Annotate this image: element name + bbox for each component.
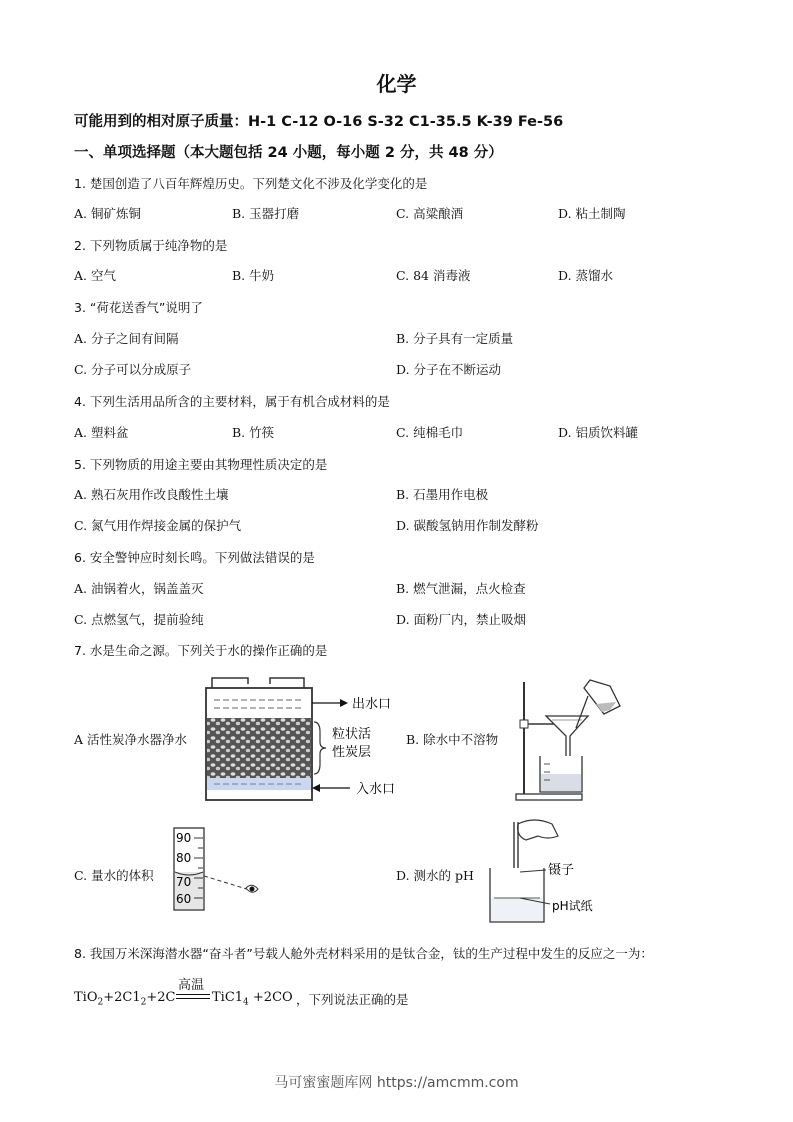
carbon-purifier-figure <box>200 672 410 804</box>
q6-option-d[interactable]: D. 面粉厂内，禁止吸烟 <box>396 612 527 627</box>
q4-option-b[interactable]: B. 竹筷 <box>232 425 275 440</box>
q7-option-b[interactable]: B. 除水中不溶物 <box>406 732 499 747</box>
q7-option-d[interactable]: D. 测水的 pH <box>396 868 474 883</box>
question-1-stem: 1. 楚国创造了八百年辉煌历史。下列楚文化不涉及化学变化的是 <box>74 176 428 191</box>
q5-option-a[interactable]: A. 熟石灰用作改良酸性土壤 <box>74 487 229 502</box>
q6-option-b[interactable]: B. 燃气泄漏，点火检查 <box>396 581 526 596</box>
tick-60: 60 <box>176 892 192 906</box>
question-6-stem: 6. 安全警钟应时刻长鸣。下列做法错误的是 <box>74 550 315 565</box>
equals-sign <box>176 994 210 999</box>
q5-option-c[interactable]: C. 氮气用作焊接金属的保护气 <box>74 518 242 533</box>
tick-70: 70 <box>176 875 192 889</box>
q1-option-a[interactable]: A. 铜矿炼铜 <box>74 206 141 221</box>
carbon-layer-label-1: 粒状活 <box>332 727 372 742</box>
q1-option-c[interactable]: C. 高粱酿酒 <box>396 206 464 221</box>
reaction-condition: 高温 <box>178 978 205 993</box>
q1-option-b[interactable]: B. 玉器打磨 <box>232 206 300 221</box>
footer-watermark: 马可蜜蜜题库网 https://amcmm.com <box>274 1075 519 1091</box>
q3-option-a[interactable]: A. 分子之间有间隔 <box>74 331 179 346</box>
eye-icon <box>246 885 258 892</box>
carbon-layer-label-2: 性炭层 <box>332 745 372 760</box>
question-7-stem: 7. 水是生命之源。下列关于水的操作正确的是 <box>74 643 328 658</box>
equation-reactants: $TiO_2+2C1_2+2C$ <box>74 990 176 1008</box>
filtration-figure <box>510 676 630 804</box>
reaction-equation <box>74 974 494 1010</box>
ph-test-figure <box>478 818 618 928</box>
q2-option-d[interactable]: D. 蒸馏水 <box>558 268 614 283</box>
question-5-stem: 5. 下列物质的用途主要由其物理性质决定的是 <box>74 457 328 472</box>
tick-80: 80 <box>176 851 192 865</box>
q4-option-d[interactable]: D. 铝质饮料罐 <box>558 425 639 440</box>
q3-option-b[interactable]: B. 分子具有一定质量 <box>396 331 514 346</box>
question-3-stem: 3. “荷花送香气”说明了 <box>74 300 203 315</box>
question-4-stem: 4. 下列生活用品所含的主要材料，属于有机合成材料的是 <box>74 394 390 409</box>
question-8-stem: 8. 我国万米深海潜水器“奋斗者”号载人舱外壳材料采用的是钛合金，钛的生产过程中发生的反应之一为： <box>74 946 653 961</box>
q6-option-c[interactable]: C. 点燃氢气，提前验纯 <box>74 612 204 627</box>
q2-option-b[interactable]: B. 牛奶 <box>232 268 275 283</box>
q3-option-c[interactable]: C. 分子可以分成原子 <box>74 362 192 377</box>
q4-option-c[interactable]: C. 纯棉毛巾 <box>396 425 464 440</box>
tick-90: 90 <box>176 831 192 845</box>
q7-option-c[interactable]: C. 量水的体积 <box>74 868 154 883</box>
q5-option-b[interactable]: B. 石墨用作电极 <box>396 487 489 502</box>
q1-option-d[interactable]: D. 粘土制陶 <box>558 206 626 221</box>
q4-option-a[interactable]: A. 塑料盆 <box>74 425 129 440</box>
question-2-stem: 2. 下列物质属于纯净物的是 <box>74 238 228 253</box>
q3-option-d[interactable]: D. 分子在不断运动 <box>396 362 502 377</box>
section-heading: 一、单项选择题（本大题包括 24 小题，每小题 2 分，共 48 分） <box>74 145 503 161</box>
q2-option-c[interactable]: C. 84 消毒液 <box>396 268 471 283</box>
atomic-mass-line: 可能用到的相对原子质量：H-1 C-12 O-16 S-32 C1-35.5 K-39 Fe-56 <box>74 114 564 130</box>
outlet-label: 出水口 <box>352 697 392 712</box>
q6-option-a[interactable]: A. 油锅着火，锅盖盖灭 <box>74 581 204 596</box>
question-8-tail: ，下列说法正确的是 <box>296 992 409 1007</box>
q2-option-a[interactable]: A. 空气 <box>74 268 116 283</box>
equation-products: $TiC1_4 +2CO$ <box>212 990 293 1008</box>
ph-paper-label: pH试纸 <box>552 899 593 913</box>
tweezers-label: 镊子 <box>548 863 575 878</box>
page-title: 化学 <box>376 72 417 96</box>
inlet-label: 入水口 <box>356 782 396 797</box>
cylinder-reading-figure <box>170 826 270 914</box>
q7-option-a[interactable]: A 活性炭净水器净水 <box>74 732 188 747</box>
q5-option-d[interactable]: D. 碳酸氢钠用作制发酵粉 <box>396 518 539 533</box>
